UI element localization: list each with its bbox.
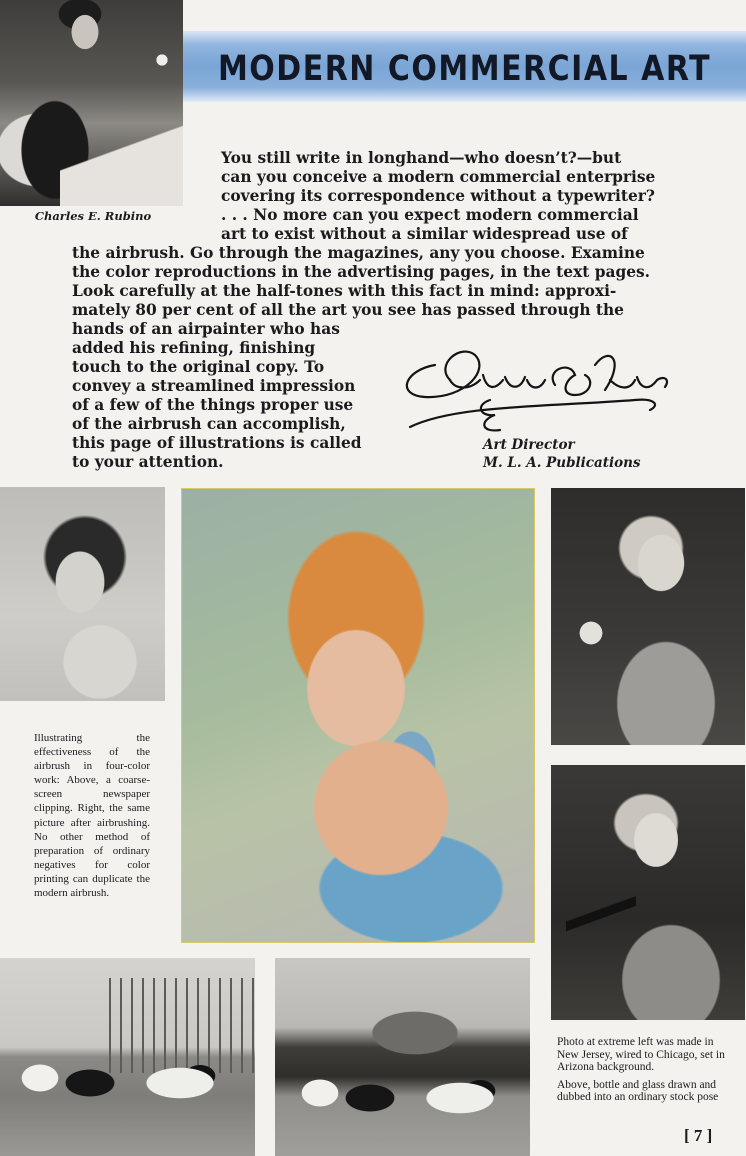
airbrush-illustration-image (181, 488, 535, 943)
intro-line: You still write in longhand—who doesn’t?—but (221, 149, 622, 167)
newspaper-clipping-image (0, 487, 165, 701)
bottle-photo-image (551, 765, 745, 1020)
intro-line: art to exist without a similar widespread use of (221, 225, 628, 243)
phone-photo-image (551, 488, 745, 745)
right-caption-paragraph-2: Above, bottle and glass drawn and dubbed into an ordinary stock pose (557, 1078, 719, 1104)
cows-arizona-image (275, 958, 530, 1156)
title-banner (183, 31, 746, 102)
intro-line: added his refining, finishing (72, 339, 316, 357)
right-caption-paragraph-1: Photo at extreme left was made in New Jersey, wired to Chicago, set in Arizona background. (557, 1036, 725, 1074)
intro-line: the color reproductions in the advertising pages, in the text pages. (72, 263, 651, 281)
intro-line: of the airbrush can accomplish, (72, 415, 346, 433)
intro-line: of a few of the things proper use (72, 396, 354, 414)
intro-line: this page of illustrations is called (72, 434, 362, 452)
page-number: [ 7 ] (684, 1126, 713, 1145)
intro-line: Look carefully at the half-tones with this fact in mind: approxi- (72, 282, 617, 300)
intro-line: convey a streamlined impression (72, 377, 356, 395)
intro-line: to your attention. (72, 453, 224, 471)
page-title: MODERN COMMERCIAL ART (217, 49, 712, 90)
signature-organization: M. L. A. Publications (483, 455, 641, 471)
intro-line: hands of an airpainter who has (72, 320, 340, 338)
left-caption: Illustrating the effectiveness of the airbrush in four-color work: Above, a coarse-screen newspaper clipping. Right, the same picture after airbrushing. No other method of preparation of ordinary negatives for color printing can duplicate the modern airbrush. (34, 732, 150, 900)
intro-line: the airbrush. Go through the magazines, any you choose. Examine (72, 244, 645, 262)
portrait-photo (0, 0, 183, 206)
intro-line: can you conceive a modern commercial enterprise (221, 168, 656, 186)
intro-line: . . . No more can you expect modern commercial (221, 206, 639, 224)
intro-line: mately 80 per cent of all the art you see has passed through the (72, 301, 624, 319)
signature-title: Art Director (483, 437, 575, 453)
signature-image (395, 335, 675, 435)
cows-new-jersey-image (0, 958, 255, 1156)
intro-line: touch to the original copy. To (72, 358, 325, 376)
portrait-caption: Charles E. Rubino (34, 209, 152, 223)
intro-line: covering its correspondence without a typewriter? (221, 187, 655, 205)
right-caption (557, 1036, 729, 1109)
